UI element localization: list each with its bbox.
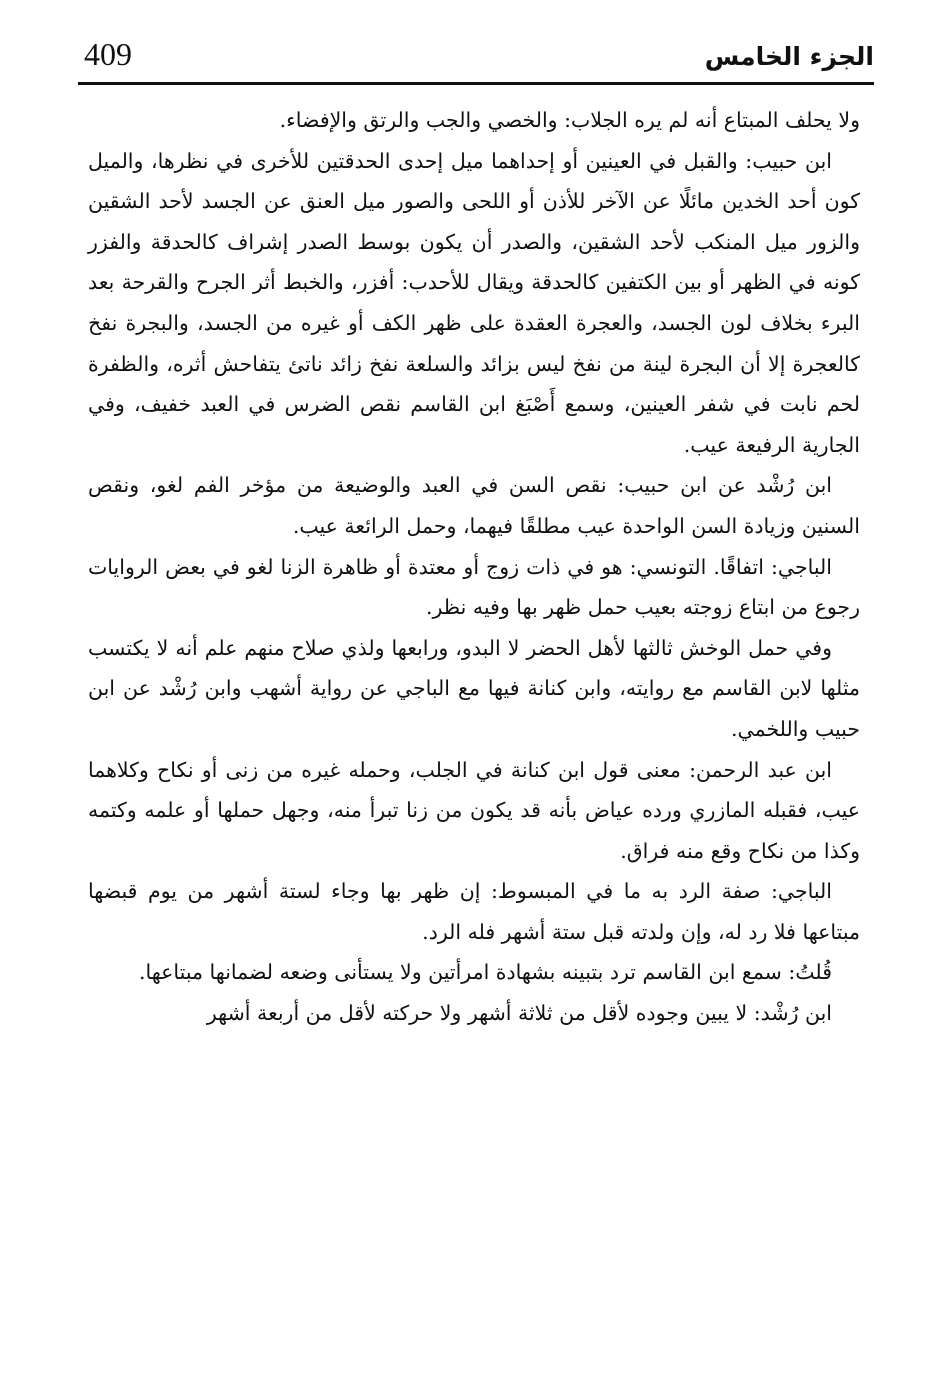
page-number: 409 <box>84 36 132 72</box>
paragraph: الباجي: صفة الرد به ما في المبسوط: إن ظهر بها وجاء لستة أشهر من يوم قبضها مبتاعها فلا رد له، وإن ولدته قبل ستة أشهر فله الرد. <box>88 879 860 944</box>
body-text <box>88 100 860 1034</box>
running-title: الجزء الخامس <box>704 42 874 71</box>
paragraph: الباجي: اتفاقًا. التونسي: هو في ذات زوج أو معتدة أو ظاهرة الزنا لغو في بعض الروايات رجوع من ابتاع زوجته بعيب حمل ظهر بها وفيه نظر. <box>88 554 860 620</box>
paragraph: ابن عبد الرحمن: معنى قول ابن كنانة في الجلب، وحمله غيره من زنى أو نكاح وكلاهما عيب، فقبله المازري ورده عياض بأنه قد يكون من زنا تبرأ منه، وجهل حملها أو علمه وكتمه وكذا من نكاح وقع منه فراق. <box>88 757 860 863</box>
paragraph: قُلتُ: سمع ابن القاسم ترد بتبينه بشهادة امرأتين ولا يستأنى وضعه لضمانها مبتاعها. <box>138 960 832 985</box>
paragraph: وفي حمل الوخش ثالثها لأهل الحضر لا البدو، ورابعها ولذي صلاح منهم علم أنه لا يكتسب مثلها لابن القاسم مع روايته، وابن كنانة فيها مع الباجي عن رواية أشهب وابن رُشْد عن ابن حبيب واللخمي. <box>88 635 860 741</box>
page-header <box>78 30 874 82</box>
paragraph: ولا يحلف المبتاع أنه لم يره الجلاب: والخصي والجب والرتق والإفضاء. <box>279 108 860 132</box>
header-rule <box>78 82 874 85</box>
paragraph: ابن حبيب: والقبل في العينين أو إحداهما ميل إحدى الحدقتين للأخرى في نظرها، والميل كون أحد الخدين مائلًا عن الآخر للأذن أو اللحى والصور ميل العنق عن الجسد لأحد الشقين والزور ميل المنكب لأحد الشقين، والصدر أن يكون بوسط الصدر إشراف كالحدقة والفزر كونه في الظهر أو بين الكتفين كالحدقة ويقال للأحدب: أفزر، والخبط أثر الجرح والقرحة بعد البرء بخلاف لون الجسد، والعجرة العقدة على ظهر الكف أو غيره من الجسد، والبجرة نفخ كالعجرة إلا أن البجرة لينة من نفخ ليس بزائد والسلعة نفخ زائد ناتئ يتفاحش أثره، والظفرة لحم نابت في شفر العينين، وسمع أَصْبَغ ابن القاسم نقص الضرس في العبد خفيف، وفي الجارية الرفيعة عيب. <box>88 148 860 457</box>
paragraph: ابن رُشْد عن ابن حبيب: نقص السن في العبد والوضيعة من مؤخر الفم لغو، ونقص السنين وزيادة السن الواحدة عيب مطلقًا فيهما، وحمل الرائعة عيب. <box>88 473 860 538</box>
paragraph: ابن رُشْد: لا يبين وجوده لأقل من ثلاثة أشهر ولا حركته لأقل من أربعة أشهر <box>206 1001 832 1026</box>
